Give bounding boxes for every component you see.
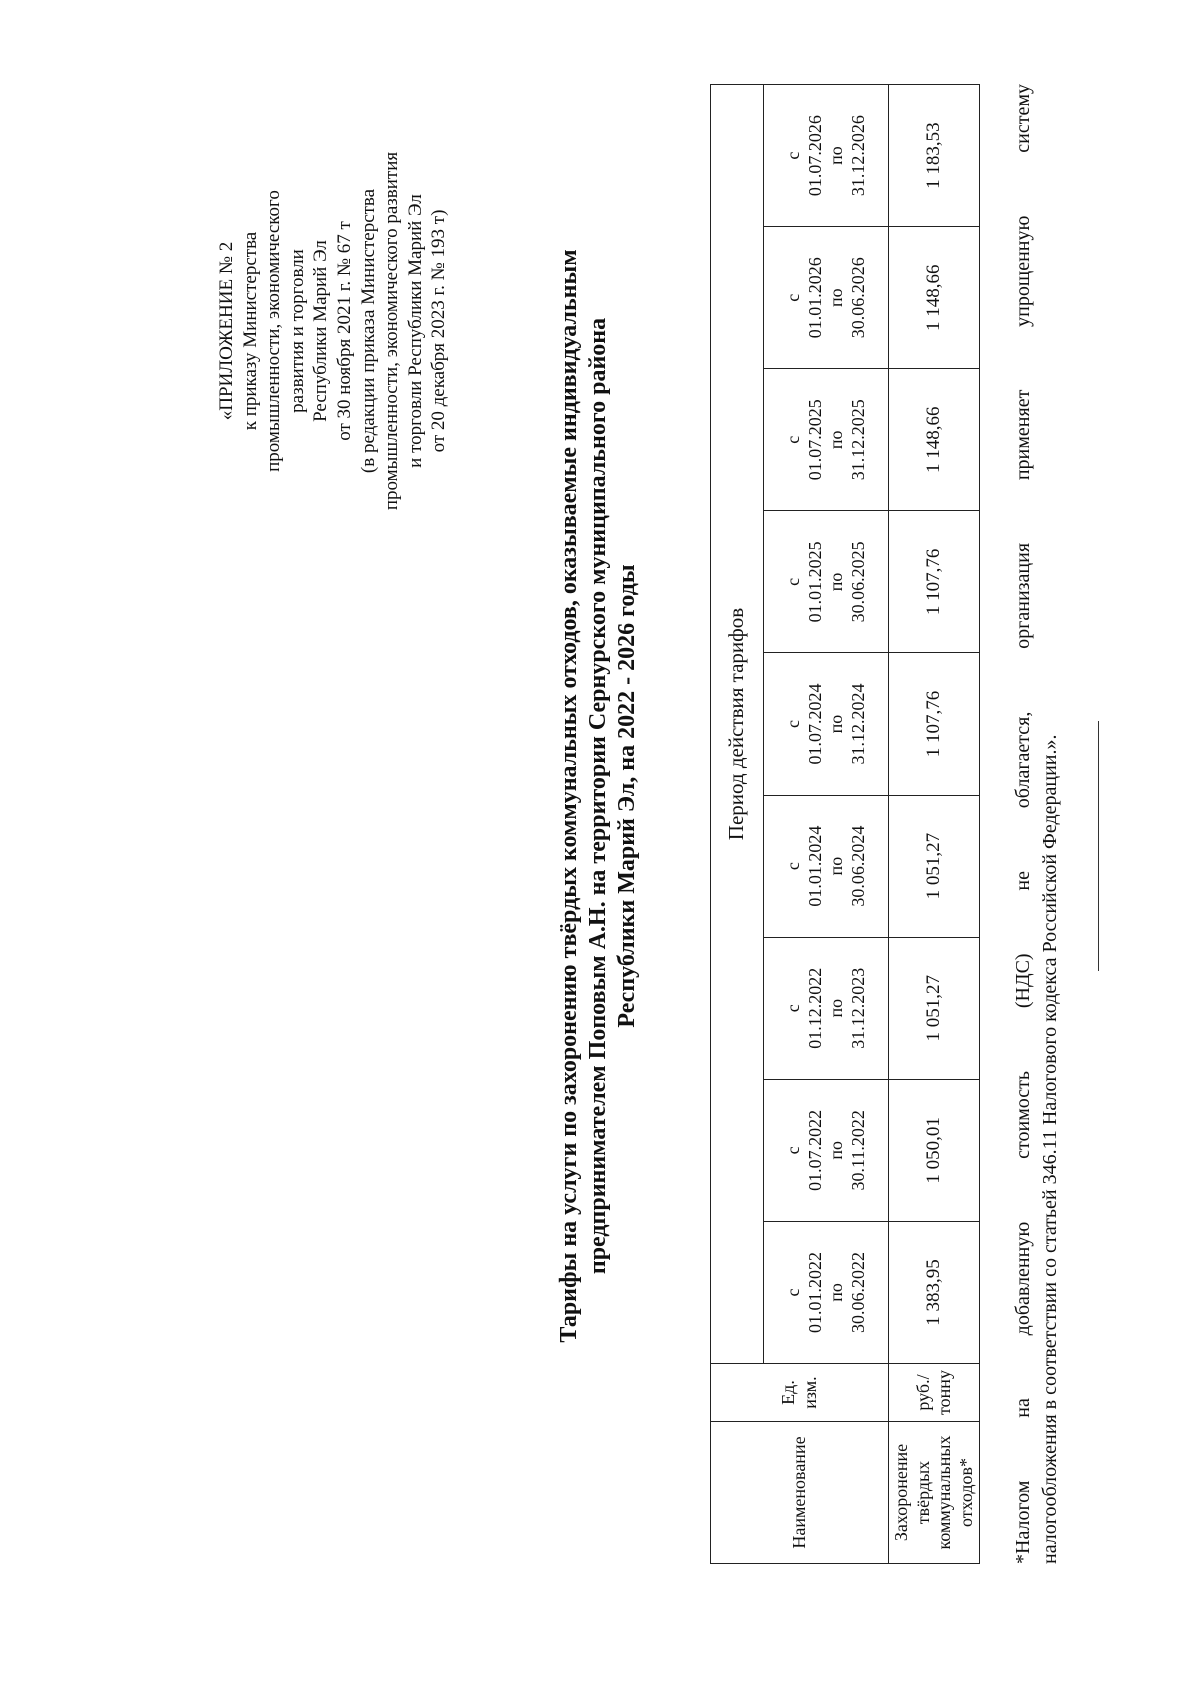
period-to: 31.12.2023 <box>847 967 868 1049</box>
period-to: 30.06.2022 <box>847 1251 868 1333</box>
period-from: 01.07.2026 <box>804 115 825 197</box>
period-cell <box>764 227 889 369</box>
period-prefix-from: с <box>783 151 803 160</box>
tariff-table <box>710 84 980 1564</box>
header-period: Период действия тарифов <box>711 85 764 1364</box>
period-from: 01.01.2024 <box>804 825 825 907</box>
period-cell <box>764 795 889 937</box>
period-to: 31.12.2026 <box>847 115 868 197</box>
period-prefix-from: с <box>783 435 803 444</box>
period-prefix-from: с <box>783 1004 803 1013</box>
title-line: предпринимателем Поповым А.Н. на территории Сернурского муниципального района <box>585 317 611 1275</box>
end-divider <box>1098 721 1099 971</box>
period-prefix-from: с <box>783 577 803 586</box>
period-prefix-to: по <box>826 1283 846 1302</box>
period-cell <box>764 511 889 653</box>
period-from: 01.07.2022 <box>804 1109 825 1191</box>
header-unit-line1: Ед. <box>778 1380 798 1405</box>
period-prefix-to: по <box>826 146 846 165</box>
period-cell <box>764 85 889 227</box>
tariff-value: 1 148,66 <box>889 369 980 511</box>
tariff-value: 1 383,95 <box>889 1221 980 1363</box>
service-name-cell <box>889 1422 980 1564</box>
footnote <box>1010 84 1064 1564</box>
period-prefix-from: с <box>783 1146 803 1155</box>
appendix-line: (в редакции приказа Министерства <box>357 188 379 474</box>
document-title <box>555 146 642 1446</box>
appendix-line: «ПРИЛОЖЕНИЕ № 2 <box>216 241 237 421</box>
period-from: 01.07.2024 <box>804 683 825 765</box>
tariff-value: 1 051,27 <box>889 795 980 937</box>
title-line: Республики Марий Эл, на 2022 - 2026 годы <box>614 564 640 1028</box>
period-prefix-to: по <box>826 714 846 734</box>
period-to: 30.06.2026 <box>847 257 868 339</box>
period-prefix-from: с <box>783 1288 803 1297</box>
period-to: 30.11.2022 <box>847 1110 868 1191</box>
period-cell <box>764 653 889 795</box>
footnote-line: *Налогом на добавленную стоимость (НДС) не облагается, организация применяет упрощенную систему <box>1012 84 1034 1564</box>
appendix-header <box>215 36 451 626</box>
period-to: 30.06.2024 <box>847 825 868 907</box>
period-from: 01.01.2025 <box>804 541 825 623</box>
period-cell <box>764 369 889 511</box>
period-to: 31.12.2025 <box>847 399 868 481</box>
tariff-value: 1 050,01 <box>889 1079 980 1221</box>
unit-line2: тонну <box>934 1370 954 1415</box>
tariff-value: 1 107,76 <box>889 511 980 653</box>
period-row <box>764 85 889 1564</box>
period-from: 01.07.2025 <box>804 399 825 481</box>
period-cell <box>764 1221 889 1363</box>
unit-cell <box>889 1364 980 1422</box>
footnote-line: налогообложения в соответствии со статьей 346.11 Налогового кодекса Российской Федерации.». <box>1039 734 1061 1564</box>
appendix-line: и торговли Республики Марий Эл <box>404 194 426 468</box>
period-to: 30.06.2025 <box>847 541 868 623</box>
period-from: 01.01.2026 <box>804 257 825 339</box>
title-line: Тарифы на услуги по захоронению твёрдых коммунальных отходов, оказываемые индивидуальным <box>556 249 582 1343</box>
period-prefix-from: с <box>783 862 803 871</box>
period-to: 31.12.2024 <box>847 683 868 765</box>
header-name: Наименование <box>711 1422 889 1564</box>
table-row <box>889 85 980 1564</box>
period-cell <box>764 1079 889 1221</box>
service-name-line: Захоронение <box>891 1443 911 1542</box>
period-from: 01.01.2022 <box>804 1251 825 1333</box>
service-name-line: отходов* <box>955 1457 976 1528</box>
appendix-line: промышленности, экономического <box>263 190 285 472</box>
period-cell <box>764 937 889 1079</box>
appendix-line: от 20 декабря 2023 г. № 193 т) <box>428 209 450 453</box>
appendix-line: развития и торговли <box>286 249 308 413</box>
period-prefix-to: по <box>826 430 846 450</box>
service-name-line: твёрдых <box>912 1460 933 1525</box>
tariff-value: 1 107,76 <box>889 653 980 795</box>
period-prefix-to: по <box>826 288 846 307</box>
appendix-line: промышленности, экономического развития <box>381 151 403 511</box>
period-prefix-to: по <box>826 1141 846 1160</box>
period-prefix-from: с <box>783 720 803 729</box>
period-prefix-from: с <box>783 293 803 302</box>
header-unit-line2: изм. <box>799 1376 820 1409</box>
tariff-value: 1 183,53 <box>889 85 980 227</box>
header-unit <box>711 1364 889 1422</box>
tariff-value: 1 148,66 <box>889 227 980 369</box>
period-from: 01.12.2022 <box>804 967 825 1049</box>
period-prefix-to: по <box>826 998 846 1018</box>
service-name-line: коммунальных <box>934 1435 954 1550</box>
period-prefix-to: по <box>826 572 846 592</box>
appendix-line: Республики Марий Эл <box>310 240 332 422</box>
tariff-value: 1 051,27 <box>889 937 980 1079</box>
appendix-line: от 30 ноября 2021 г. № 67 т <box>333 221 355 441</box>
period-prefix-to: по <box>826 856 846 876</box>
appendix-line: к приказу Министерства <box>239 231 261 431</box>
unit-line1: руб./ <box>912 1374 933 1411</box>
